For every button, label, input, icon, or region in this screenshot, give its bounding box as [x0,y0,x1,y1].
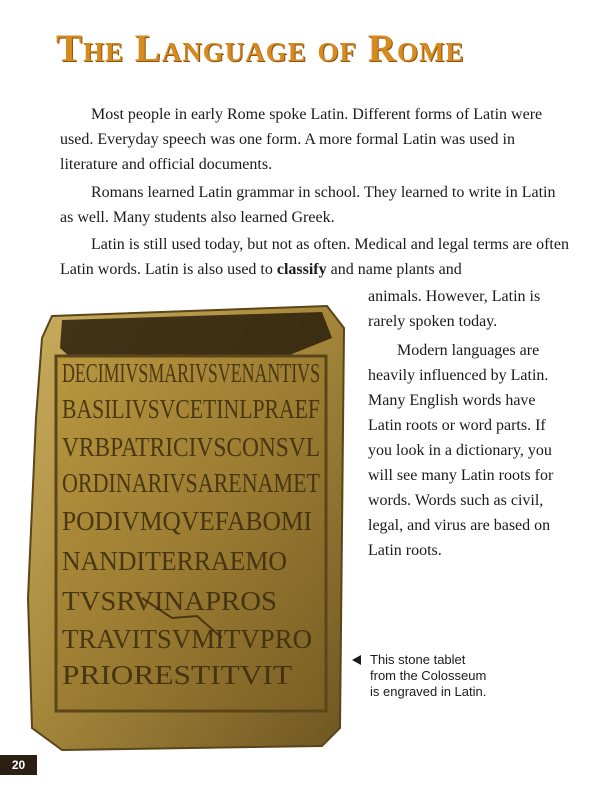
image-caption [370,652,520,700]
vocabulary-word-classify: classify [276,261,327,278]
caption-line-1: This stone tablet [370,652,466,667]
tablet-line-9: PRIORESTITVIT [62,660,293,690]
tablet-line-6: NANDITERRAEMO [62,546,287,576]
page-number: 20 [0,755,37,775]
caption-pointer-icon [352,655,361,665]
paragraph-1: Most people in early Rome spoke Latin. Different forms of Latin were used. Everyday speech was one form. A more formal Latin was used in literature and official documents. [60,106,543,173]
caption-line-3: is engraved in Latin. [370,684,487,699]
tablet-line-5: PODIVMQVEFABOMI [62,506,312,536]
caption-line-2: from the Colosseum [370,668,487,683]
tablet-line-1: DECIMIVSMARIVSVENANTIVS [62,358,320,388]
paragraph-2: Romans learned Latin grammar in school. They learned to write in Latin as well. Many students also learned Greek. [60,184,556,226]
stone-tablet-image [22,298,352,753]
tablet-line-3: VRBPATRICIVSCONSVL [62,432,320,462]
tablet-line-2: BASILIVSVCETINLPRAEF [62,394,320,424]
stone-tablet-graphic [22,298,352,753]
tablet-line-4: ORDINARIVSARENAMET [62,468,321,498]
page-title: The Language of Rome [56,27,465,70]
tablet-line-8: TRAVITSVMITVPRO [62,624,312,654]
paragraph-3 [60,232,570,282]
paragraph-3-text-start: Latin is still used today, but not as often. Medical and legal terms are often Latin words. Latin is also used to [60,236,569,278]
paragraph-4: Modern languages are heavily influenced by Latin. Many English words have Latin roots or word parts. If you look in a dictionary, you will see many Latin roots for words. Words such as civil, legal, and virus are based on Latin roots. [368,342,554,559]
tablet-line-7: TVSRVINAPROS [62,586,277,616]
paragraph-3-text-mid: and name plants and [326,261,462,278]
paragraph-3-end: animals. However, Latin is rarely spoken today. [368,288,541,330]
